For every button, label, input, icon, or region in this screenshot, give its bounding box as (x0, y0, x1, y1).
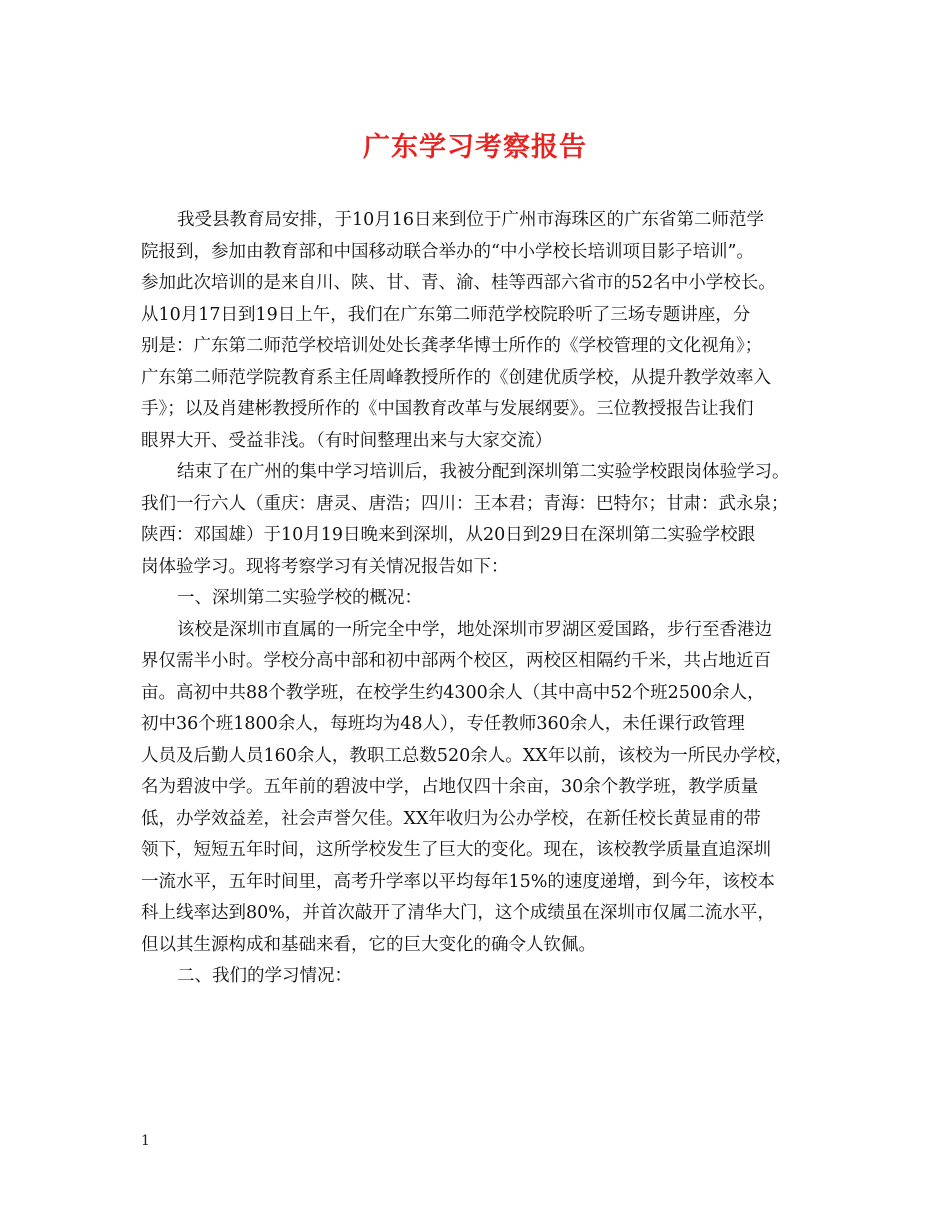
paragraph-line: 该校是深圳市直属的一所完全中学，地处深圳市罗湖区爱国路，步行至香港边 (177, 619, 772, 640)
paragraph-line: 院报到，参加由教育部和中国移动联合举办的“中小学校长培训项目影子培训”。 (141, 241, 754, 262)
paragraph-line: 眼界大开、受益非浅。（有时间整理出来与大家交流） (141, 430, 553, 451)
paragraph-line: 我们一行六人（重庆：唐灵、唐浩；四川：王本君；青海：巴特尔；甘肃：武永泉； (141, 493, 789, 514)
paragraph-line: 但以其生源构成和基础来看，它的巨大变化的确令人钦佩。 (141, 934, 596, 955)
paragraph-line: 我受县教育局安排，于10月16日来到位于广州市海珠区的广东省第二师范学 (177, 210, 765, 230)
page-number: 1 (141, 1133, 150, 1149)
section-heading: 一、深圳第二实验学校的概况： (177, 588, 422, 608)
paragraph-line: 岗体验学习。现将考察学习有关情况报告如下： (141, 556, 509, 577)
paragraph-line: 科上线率达到80%，并首次敲开了清华大门，这个成绩虽在深圳市仅属二流水平， (141, 903, 775, 923)
paragraph-line: 亩。高初中共88个教学班，在校学生约4300余人（其中高中52个班2500余人， (141, 682, 765, 703)
paragraph-line: 参加此次培训的是来自川、陕、甘、青、渝、桂等西部六省市的52名中小学校长。 (141, 273, 776, 293)
paragraph-line: 界仅需半小时。学校分高中部和初中部两个校区，两校区相隔约千米，共占地近百 (141, 651, 771, 671)
paragraph-line: 手》；以及肖建彬教授所作的《中国教育改革与发展纲要》。三位教授报告让我们 (141, 399, 754, 419)
paragraph-line: 结束了在广州的集中学习培训后，我被分配到深圳第二实验学校跟岗体验学习。 (177, 462, 790, 482)
paragraph-line: 低，办学效益差，社会声誉欠佳。XX年收归为公办学校，在新任校长黄显甫的带 (141, 808, 761, 829)
paragraph-line: 名为碧波中学。五年前的碧波中学，占地仅四十余亩，30余个教学班，教学质量 (141, 777, 759, 797)
section-heading: 二、我们的学习情况： (177, 966, 352, 986)
document-title: 广东学习考察报告 (363, 132, 587, 163)
document-body (141, 205, 831, 993)
paragraph-line: 初中36个班1800余人，每班均为48人），专任教师360余人，未任课行政管理 (141, 714, 745, 734)
paragraph-line: 别是：广东第二师范学校培训处处长龚孝华博士所作的《学校管理的文化视角》； (141, 336, 763, 356)
paragraph-line: 领下，短短五年时间，这所学校发生了巨大的变化。现在，该校教学质量直追深圳 (141, 840, 771, 860)
paragraph-line: 从10月17日到19日上午，我们在广东第二师范学校院聆听了三场专题讲座，分 (141, 304, 751, 325)
paragraph-line: 陕西：邓国雄）于10月19日晚来到深圳，从20日到29日在深圳第二实验学校跟 (141, 525, 756, 545)
paragraph-line: 一流水平，五年时间里，高考升学率以平均每年15%的速度递增，到今年，该校本 (141, 871, 775, 892)
paragraph-line: 广东第二师范学院教育系主任周峰教授所作的《创建优质学校，从提升教学效率入 (141, 367, 771, 388)
paragraph-line: 人员及后勤人员160余人，教职工总数520余人。XX年以前，该校为一所民办学校， (141, 745, 793, 766)
